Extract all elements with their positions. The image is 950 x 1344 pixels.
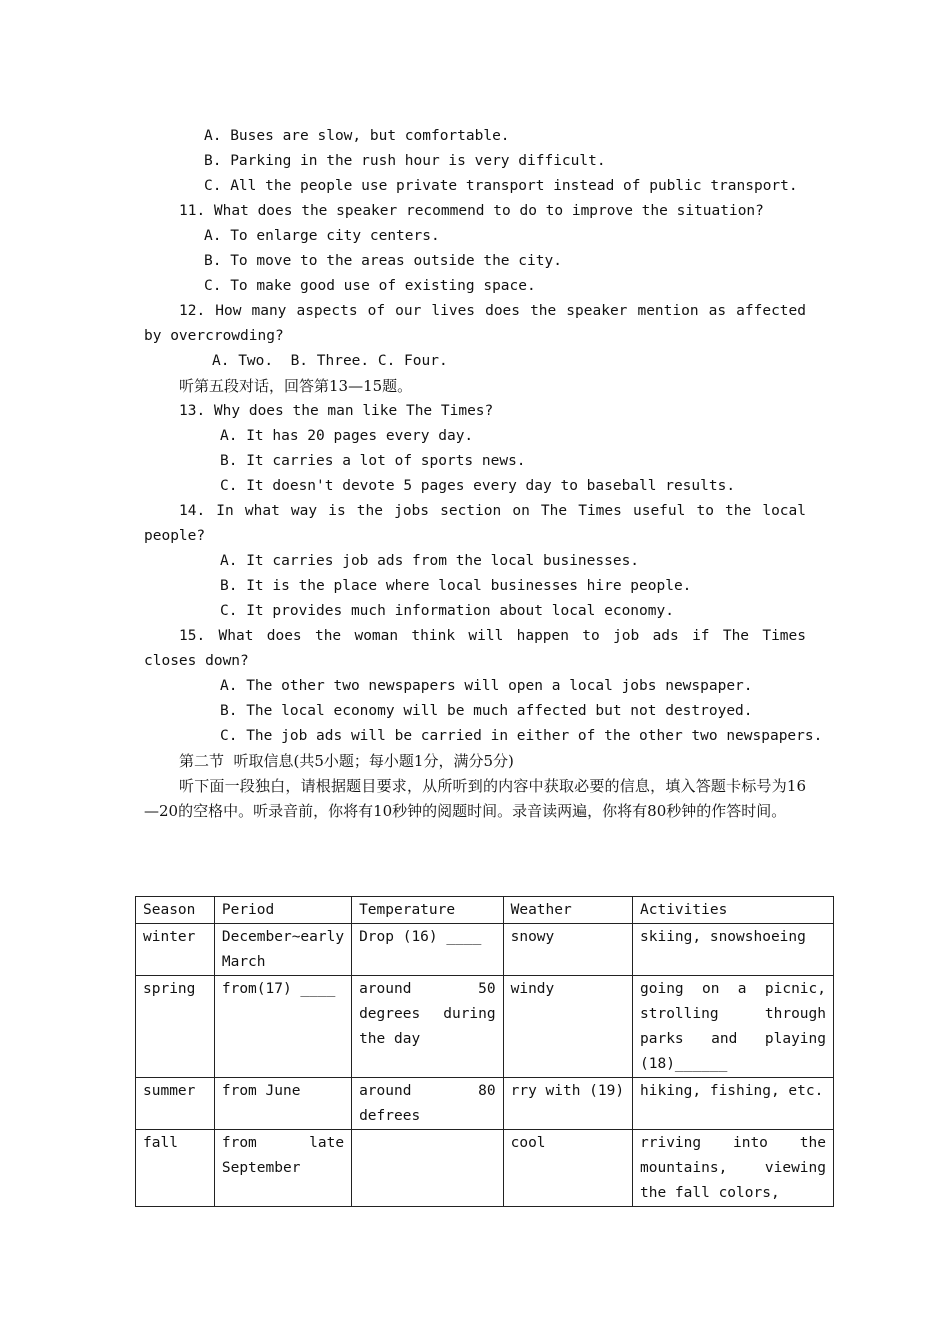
table-cell: windy — [503, 976, 632, 1078]
q14-text: 14. In what way is the jobs section on The Times useful to the local people? — [144, 503, 806, 544]
q12-options: A. Two. B. Three. C. Four. — [212, 353, 448, 369]
table-cell: summer — [136, 1078, 215, 1130]
table-header-cell: Season — [136, 897, 215, 924]
table-header-cell: Weather — [503, 897, 632, 924]
table-row — [136, 924, 834, 976]
table-cell: hiking, fishing, etc. — [633, 1078, 834, 1130]
table-cell: from June — [214, 1078, 351, 1130]
table-cell: fall — [136, 1130, 215, 1207]
q14-option-a: A. It carries job ads from the local businesses. — [220, 553, 640, 569]
q15-option-b: B. The local economy will be much affected but not destroyed. — [220, 703, 753, 719]
q14-option-b: B. It is the place where local businesses hire people. — [220, 578, 692, 594]
q15-option-c: C. The job ads will be carried in either of the other two newspapers. — [220, 728, 823, 744]
table-cell: going on a picnic, strolling through parks and playing (18)______ — [633, 976, 834, 1078]
q12-text: 12. How many aspects of our lives does the speaker mention as affected by overcrowding? — [144, 303, 806, 344]
table-cell: around 50 degrees during the day — [352, 976, 504, 1078]
table-header-cell: Activities — [633, 897, 834, 924]
table-row — [136, 1078, 834, 1130]
table-cell: around 80 defrees — [352, 1078, 504, 1130]
q10-option-a: A. Buses are slow, but comfortable. — [204, 128, 510, 144]
q11-option-c: C. To make good use of existing space. — [204, 278, 536, 294]
q15-text: 15. What does the woman think will happen to job ads if The Times closes down? — [144, 628, 806, 669]
table-cell: winter — [136, 924, 215, 976]
q13-text: 13. Why does the man like The Times? — [179, 403, 494, 419]
q14-option-c: C. It provides much information about local economy. — [220, 603, 674, 619]
q13-option-c: C. It doesn't devote 5 pages every day to baseball results. — [220, 478, 736, 494]
table-cell: from(17) ____ — [214, 976, 351, 1078]
q10-option-c: C. All the people use private transport instead of public transport. — [204, 178, 798, 194]
q10-option-b: B. Parking in the rush hour is very difficult. — [204, 153, 606, 169]
table-cell: skiing, snowshoeing — [633, 924, 834, 976]
exam-page — [144, 124, 823, 824]
q13-option-b: B. It carries a lot of sports news. — [220, 453, 526, 469]
table-cell: December~early March — [214, 924, 351, 976]
part-2-instructions: 听下面一段独白，请根据题目要求，从所听到的内容中获取必要的信息，填入答题卡标号为16—20的空格中。听录音前，你将有10秒钟的阅题时间。录音读两遍，你将有80秒钟的作答时间。 — [144, 777, 806, 820]
table-cell: snowy — [503, 924, 632, 976]
part-2-heading: 第二节 听取信息(共5小题；每小题1分，满分5分) — [179, 752, 514, 770]
table-row — [136, 1130, 834, 1207]
table-row — [136, 976, 834, 1078]
table-cell: cool — [503, 1130, 632, 1207]
table-cell — [352, 1130, 504, 1207]
table-cell: Drop (16) ____ — [352, 924, 504, 976]
table-header-row — [136, 897, 834, 924]
season-info-table — [135, 896, 834, 1207]
table-cell: rry with (19) — [503, 1078, 632, 1130]
table-header-cell: Period — [214, 897, 351, 924]
table-cell: spring — [136, 976, 215, 1078]
table-cell: rriving into the mountains, viewing the fall colors, — [633, 1130, 834, 1207]
q11-text: 11. What does the speaker recommend to do to improve the situation? — [179, 203, 764, 219]
table-cell: from late September — [214, 1130, 351, 1207]
table-header-cell: Temperature — [352, 897, 504, 924]
q13-option-a: A. It has 20 pages every day. — [220, 428, 474, 444]
q15-option-a: A. The other two newspapers will open a local jobs newspaper. — [220, 678, 753, 694]
q11-option-b: B. To move to the areas outside the city. — [204, 253, 562, 269]
q11-option-a: A. To enlarge city centers. — [204, 228, 440, 244]
section-5-instruction: 听第五段对话，回答第13—15题。 — [179, 377, 413, 395]
